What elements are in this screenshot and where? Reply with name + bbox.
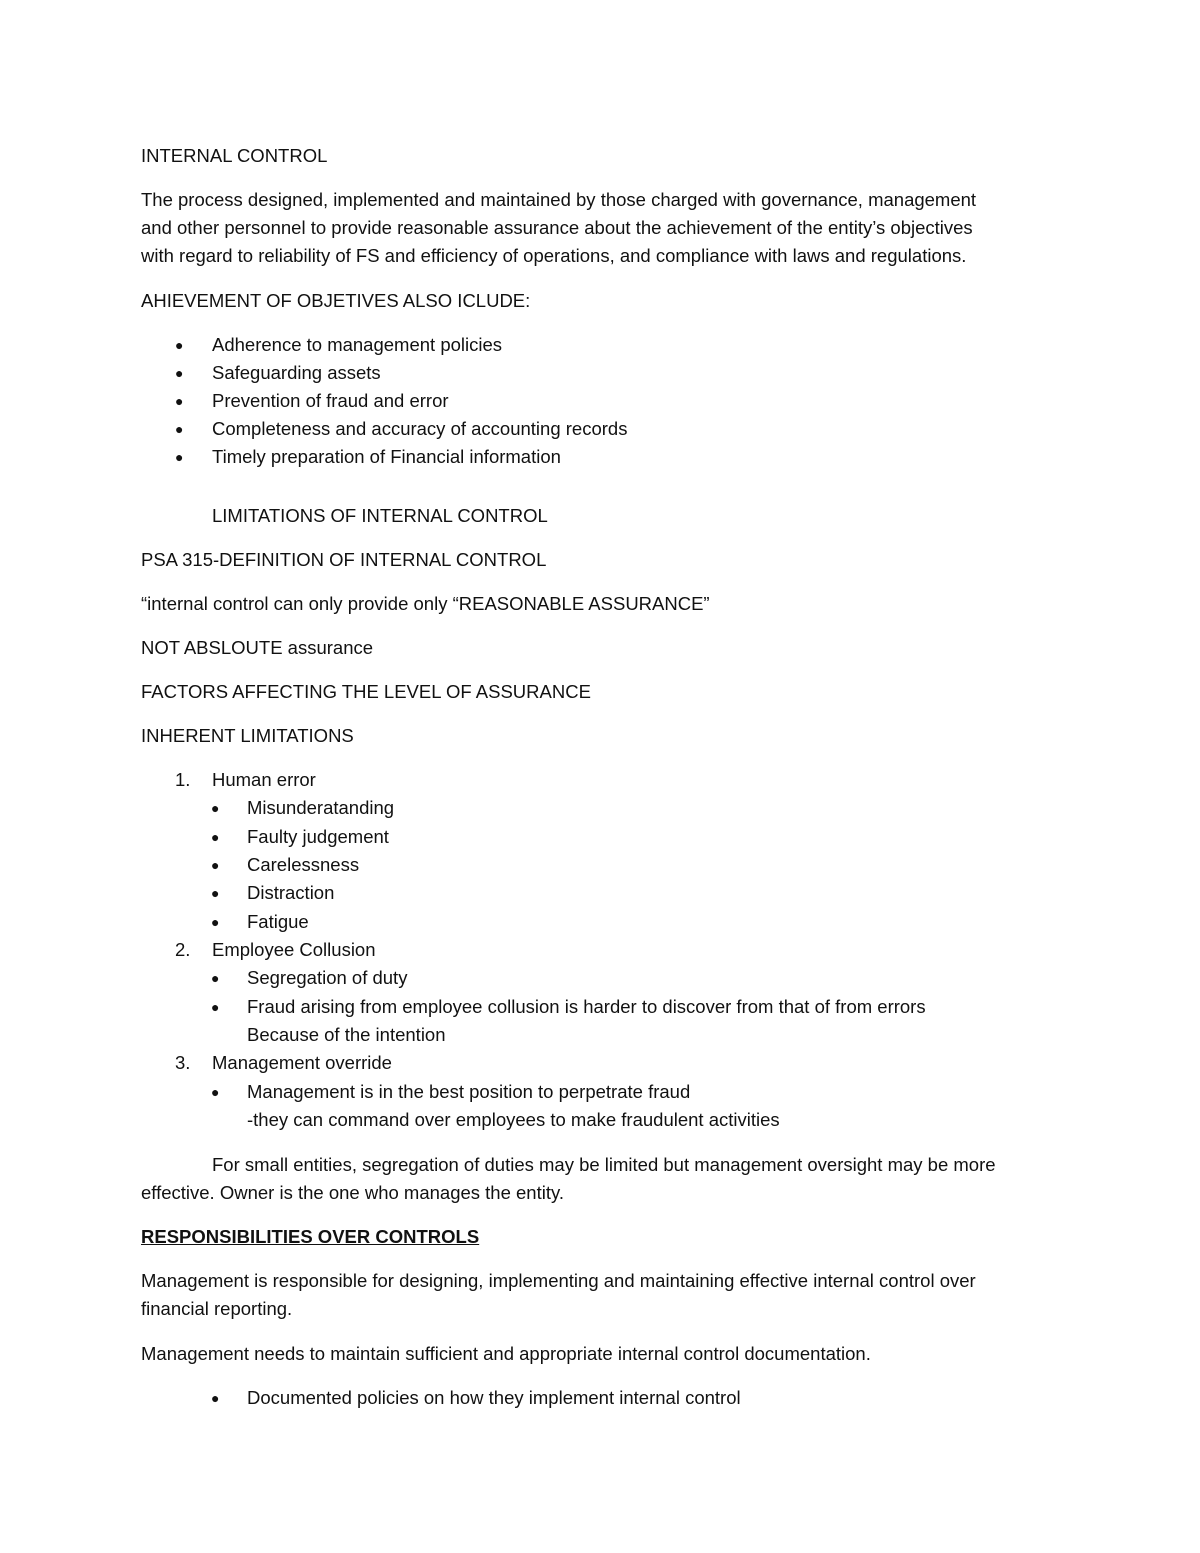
bullet-icon: ● bbox=[175, 421, 184, 437]
bullet-icon: ● bbox=[175, 449, 184, 465]
definition-line: with regard to reliability of FS and efficiency of operations, and compliance with laws and regulations. bbox=[141, 245, 967, 266]
bullet-icon: ● bbox=[211, 1390, 220, 1406]
not-absolute-line: NOT ABSLOUTE assurance bbox=[141, 637, 374, 658]
psa-line: PSA 315-DEFINITION OF INTERNAL CONTROL bbox=[141, 549, 547, 570]
quote-line: “internal control can only provide only “REASONABLE ASSURANCE” bbox=[141, 593, 710, 614]
bullet-icon: ● bbox=[211, 829, 220, 845]
definition-line: The process designed, implemented and maintained by those charged with governance, management bbox=[141, 189, 977, 210]
sub-list-item: Segregation of duty bbox=[247, 967, 408, 988]
sub-list-item: Misunderatanding bbox=[247, 797, 395, 818]
list-item: Employee Collusion bbox=[212, 939, 376, 960]
sub-list-item: Fatigue bbox=[247, 911, 309, 932]
bullet-icon: ● bbox=[175, 393, 184, 409]
bullet-icon: ● bbox=[211, 885, 220, 901]
list-item: Safeguarding assets bbox=[212, 362, 381, 383]
list-item: Management override bbox=[212, 1052, 392, 1073]
bullet-icon: ● bbox=[175, 365, 184, 381]
sub-list-continuation: Because of the intention bbox=[247, 1024, 446, 1045]
sub-list-continuation: -they can command over employees to make fraudulent activities bbox=[247, 1109, 780, 1130]
bullet-icon: ● bbox=[211, 1084, 220, 1100]
list-item: Documented policies on how they implement internal control bbox=[247, 1387, 741, 1408]
bullet-icon: ● bbox=[175, 337, 184, 353]
list-number: 2. bbox=[175, 939, 191, 960]
list-item: Human error bbox=[212, 769, 316, 790]
paragraph-line: For small entities, segregation of duties may be limited but management oversight may be more bbox=[212, 1154, 996, 1175]
list-number: 3. bbox=[175, 1052, 191, 1073]
sub-list-item: Management is in the best position to perpetrate fraud bbox=[247, 1081, 691, 1102]
responsibilities-heading: RESPONSIBILITIES OVER CONTROLS bbox=[141, 1226, 480, 1247]
bullet-icon: ● bbox=[211, 970, 220, 986]
list-item: Timely preparation of Financial information bbox=[212, 446, 561, 467]
definition-line: and other personnel to provide reasonable assurance about the achievement of the entity’s objectives bbox=[141, 217, 973, 238]
paragraph-line: effective. Owner is the one who manages the entity. bbox=[141, 1182, 564, 1203]
documentation-line: Management needs to maintain sufficient and appropriate internal control documentation. bbox=[141, 1343, 871, 1364]
factors-heading: FACTORS AFFECTING THE LEVEL OF ASSURANCE bbox=[141, 681, 591, 702]
bullet-icon: ● bbox=[211, 800, 220, 816]
bullet-icon: ● bbox=[211, 999, 220, 1015]
bullet-icon: ● bbox=[211, 914, 220, 930]
sub-list-item: Fraud arising from employee collusion is harder to discover from that of from errors bbox=[247, 996, 926, 1017]
sub-list-item: Distraction bbox=[247, 882, 335, 903]
paragraph-line: financial reporting. bbox=[141, 1298, 293, 1319]
document-title: INTERNAL CONTROL bbox=[141, 145, 328, 166]
objectives-heading: AHIEVEMENT OF OBJETIVES ALSO ICLUDE: bbox=[141, 290, 531, 311]
list-item: Completeness and accuracy of accounting records bbox=[212, 418, 628, 439]
paragraph-line: Management is responsible for designing, implementing and maintaining effective internal control over bbox=[141, 1270, 976, 1291]
inherent-heading: INHERENT LIMITATIONS bbox=[141, 725, 354, 746]
limitations-heading: LIMITATIONS OF INTERNAL CONTROL bbox=[212, 505, 548, 526]
list-item: Adherence to management policies bbox=[212, 334, 503, 355]
bullet-icon: ● bbox=[211, 857, 220, 873]
list-item: Prevention of fraud and error bbox=[212, 390, 449, 411]
list-number: 1. bbox=[175, 769, 191, 790]
sub-list-item: Carelessness bbox=[247, 854, 360, 875]
sub-list-item: Faulty judgement bbox=[247, 826, 389, 847]
